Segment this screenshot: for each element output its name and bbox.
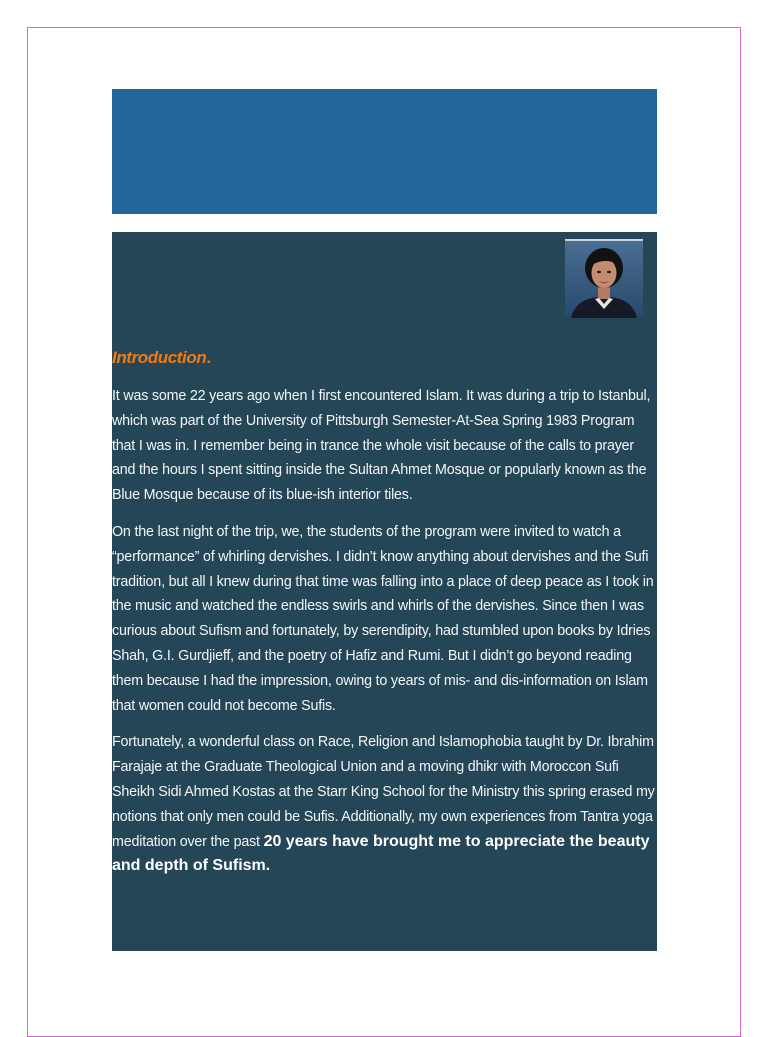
paragraph-3-regular: Fortunately, a wonderful class on Race, Religion and Islamophobia taught by Dr. Ibrahim Farajaje at the Graduate Theological Union and a moving dhikr with Moroccon Sufi Sheikh Sidi Ahmed Kostas at the Starr King School for the Ministry this spring erased my notions that only men could be Sufis. Additionally, my own experiences from Tantra yoga meditation over the past [112,734,655,850]
header-banner [112,89,657,214]
author-portrait-photo [565,239,643,318]
section-heading-text: Introduction [112,348,207,367]
paragraph-1: It was some 22 years ago when I first encountered Islam. It was during a trip to Istanbul, which was part of the University of Pittsburgh Semester-At-Sea Spring 1983 Program that I was in. I remember being in trance the whole visit because of the calls to prayer and the hours I spent sitting inside the Sultan Ahmet Mosque or popularly known as the Blue Mosque because of its blue-ish interior tiles. [112,388,651,504]
paragraph-3 [112,730,657,879]
article-body [112,346,657,891]
section-heading [112,346,657,370]
section-heading-punct: . [206,348,211,367]
paragraph-2: On the last night of the trip, we, the students of the program were invited to watch a “performance” of whirling dervishes. I didn’t know anything about dervishes and the Sufi tradition, but all I knew during that time was falling into a place of deep peace as I took in the music and watched the endless swirls and whirls of the dervishes. Since then I was curious about Sufism and fortunately, by serendipity, had stumbled upon books by Idries Shah, G.I. Gurdjieff, and the poetry of Hafiz and Rumi. But I didn’t go beyond reading them because I had the impression, owing to years of mis- and dis-information on Islam that women could not become Sufis. [112,523,654,714]
paragraph-3-bold: 20 years have brought me to appreciate the beauty and depth of Sufism. [112,832,650,875]
